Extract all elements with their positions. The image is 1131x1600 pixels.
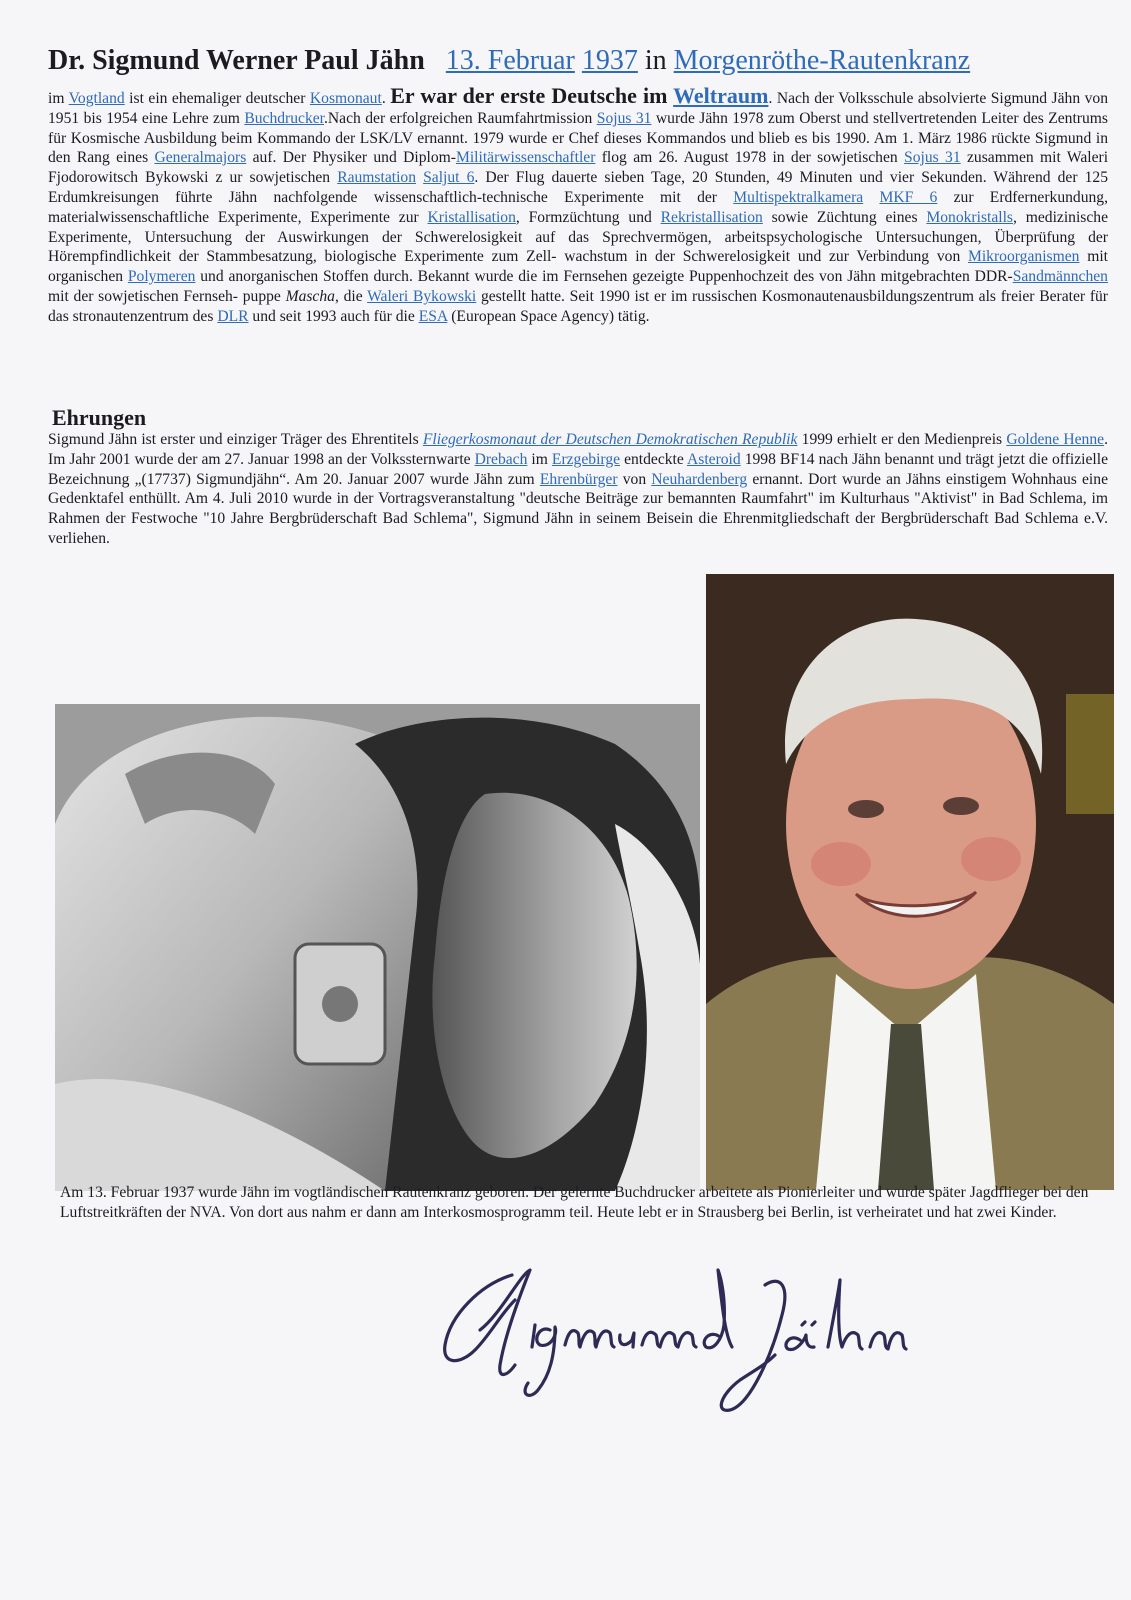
bio-text: . bbox=[381, 90, 391, 107]
link-mkf-6[interactable]: MKF 6 bbox=[879, 188, 938, 206]
section-heading-ehrungen: Ehrungen bbox=[52, 405, 147, 430]
link-ehrenbuerger[interactable]: Ehrenbürger bbox=[539, 470, 618, 488]
person-name: Dr. Sigmund Werner Paul Jähn bbox=[48, 45, 425, 76]
mascha-italic: Mascha bbox=[285, 287, 335, 305]
link-drebach[interactable]: Drebach bbox=[474, 450, 528, 468]
bio-text: , medizinische Experimente, Untersuchung der Auswirkungen der Schwerelosigkeit auf das Sprechvermögen, arbeitspsychologische Untersuchungen, Überprüfung der Hörempfindlichkeit der Stammbesatzung, biologische Experimente zum Zell- wachstum in der Schwerelosigkeit und zur Verbindung von bbox=[48, 208, 1108, 266]
bio-text: , die bbox=[334, 287, 368, 305]
honors-text: . Im Jahr 2001 wurde der am 27. Januar 1998 an der Volkssternwarte bbox=[48, 431, 1108, 468]
in-word: in bbox=[644, 45, 667, 76]
link-fliegerkosmonaut[interactable]: Fliegerkosmonaut der Deutschen Demokratischen Republik bbox=[422, 431, 798, 448]
birthplace-link[interactable]: Morgenröthe-Rautenkranz bbox=[673, 45, 971, 76]
bio-text: ist ein ehemaliger deutscher bbox=[124, 90, 310, 107]
portrait-photo bbox=[706, 574, 1114, 1190]
bio-text: . Der Flug dauerte sieben Tage, 20 Stunden, 49 Minuten und vier Sekunden. Während der 125 Erdumkreisungen führte Jähn nachfolgende wissenschaftlich-technische Experimente mit der bbox=[48, 169, 1108, 206]
bio-text: . Nach der Volksschule absolvierte Sigmund Jähn von 1951 bis 1954 eine Lehre zum bbox=[48, 90, 1109, 127]
honors-text: ernannt. Dort wurde an Jähns einstigem Wohnhaus eine Gedenktafel enthüllt. Am 4. Juli 2010 wurde in der Vortragsveranstaltung "deutsche Beiträge zur bemannten Raumfahrt" im Kulturhaus "Aktivist" in Bad Schlema, im Rahmen der Festwoche "10 Jahre Bergbrüderschaft Bad Schlema", Sigmund Jähn in seinem Beisein die Ehrenmitgliedschaft der Bergbrüderschaft Bad Schlema e.V. verliehen. bbox=[48, 470, 1108, 547]
bio-text: im bbox=[48, 90, 69, 107]
link-multispektralkamera[interactable]: Multispektralkamera bbox=[733, 188, 864, 206]
signature-text bbox=[980, 1255, 981, 1256]
honors-text: von bbox=[617, 470, 652, 488]
honors-text: Sigmund Jähn ist erster und einziger Träger des Ehrentitels bbox=[48, 431, 423, 448]
biography-paragraph bbox=[48, 83, 1109, 327]
link-asteroid[interactable]: Asteroid bbox=[686, 450, 741, 468]
bio-text: (European Space Agency) tätig. bbox=[447, 307, 650, 325]
link-generalmajors[interactable]: Generalmajors bbox=[154, 149, 247, 167]
link-monokristalls[interactable]: Monokristalls bbox=[926, 208, 1013, 226]
link-kosmonaut[interactable]: Kosmonaut bbox=[309, 90, 382, 107]
honors-text: im bbox=[527, 450, 552, 468]
highlight-sentence: Er war der erste Deutsche im bbox=[390, 83, 674, 108]
link-erzgebirge[interactable]: Erzgebirge bbox=[551, 450, 621, 468]
bio-text: mit der sowjetischen Fernseh- puppe bbox=[48, 287, 286, 305]
birth-date-link[interactable]: 13. Februar bbox=[445, 45, 575, 76]
link-goldene-henne[interactable]: Goldene Henne bbox=[1006, 431, 1105, 448]
bio-text: sowie Züchtung eines bbox=[762, 208, 927, 226]
bio-text: zur Erdfernerkundung, materialwissenschaftliche Experimente, Experimente zur bbox=[48, 188, 1109, 226]
link-buchdrucker[interactable]: Buchdrucker bbox=[244, 109, 325, 127]
link-sojus-31-second[interactable]: Sojus 31 bbox=[904, 149, 961, 167]
link-militaerwissenschaftler[interactable]: Militärwissenschaftler bbox=[455, 149, 596, 167]
bio-text: zusammen mit Waleri Fjodorowitsch Bykowski z ur sowjetischen bbox=[48, 149, 1109, 187]
honors-text: 1999 erhielt er den Medienpreis bbox=[797, 431, 1007, 448]
helmet-photo bbox=[55, 704, 700, 1191]
honors-text: entdeckte bbox=[620, 450, 687, 468]
bio-text: wurde Jähn 1978 zum Oberst und stellvertretenden Leiter des Zentrums für Kosmische Ausbildung beim Kommando der LSK/LV ernannt. 1979 wurde er Chef dieses Kommandos und blieb es bis 1990. Am 1. März 1986 rückte Sigmund in den Rang eines bbox=[48, 109, 1108, 167]
honors-text: 1998 BF14 nach Jähn benannt und trägt jetzt die offizielle Bezeichnung „(17737) Sigmundjähn“. Am 20. Januar 2007 wurde Jähn zum bbox=[48, 450, 1108, 488]
link-waleri-bykowski[interactable]: Waleri Bykowski bbox=[367, 287, 477, 305]
bio-text: gestellt hatte. Seit 1990 ist er im russischen Kosmonautenausbildungszentrum als freier Berater für das stronautenzentrum des bbox=[48, 287, 1109, 325]
portrait-photo-drawing bbox=[706, 574, 1114, 1190]
photo-caption: Am 13. Februar 1937 wurde Jähn im vogtländischen Rautenkranz geboren. Der gelernte Buchdrucker arbeitete als Pionierleiter und wurde später Jagdflieger bei den Luftstreitkräften der NVA. Von dort aus nahm er dann am Interkosmosprogramm teil. Heute lebt er in Strausberg bei Berlin, ist verheiratet und hat zwei Kinder. bbox=[60, 1184, 1089, 1221]
link-esa[interactable]: ESA bbox=[418, 307, 448, 325]
bio-text: und anorganischen Stoffen durch. Bekannt wurde die im Fernsehen gezeigte Puppenhochzeit des von Jähn mitgebrachten DDR- bbox=[195, 268, 1013, 286]
link-vogtland[interactable]: Vogtland bbox=[68, 90, 125, 107]
link-dlr[interactable]: DLR bbox=[217, 307, 249, 325]
link-weltraum[interactable]: Weltraum bbox=[673, 83, 769, 108]
link-rekristallisation[interactable]: Rekristallisation bbox=[660, 208, 763, 226]
link-kristallisation[interactable]: Kristallisation bbox=[427, 208, 516, 226]
bio-text bbox=[863, 189, 879, 206]
link-polymeren[interactable]: Polymeren bbox=[127, 268, 196, 286]
helmet-photo-drawing bbox=[55, 704, 700, 1191]
signature-drawing bbox=[420, 1255, 980, 1415]
bio-text: auf. Der Physiker und Diplom- bbox=[246, 149, 456, 167]
bio-text: , Formzüchtung und bbox=[515, 208, 661, 226]
link-sandmaennchen[interactable]: Sandmännchen bbox=[1012, 268, 1108, 286]
link-neuhardenberg[interactable]: Neuhardenberg bbox=[651, 470, 748, 488]
link-saljut-6[interactable]: Saljut 6 bbox=[423, 169, 475, 187]
link-raumstation[interactable]: Raumstation bbox=[337, 169, 417, 187]
handwritten-signature bbox=[420, 1255, 980, 1415]
bio-text: und seit 1993 auch für die bbox=[248, 307, 419, 325]
birth-year-link[interactable]: 1937 bbox=[581, 45, 638, 76]
honors-paragraph bbox=[48, 430, 1108, 549]
bio-text: .Nach der erfolgreichen Raumfahrtmission bbox=[324, 109, 597, 127]
link-mikroorganismen[interactable]: Mikroorganismen bbox=[967, 248, 1080, 266]
link-sojus-31[interactable]: Sojus 31 bbox=[596, 109, 652, 127]
bio-text: flog am 26. August 1978 in der sowjetischen bbox=[595, 149, 905, 167]
title-line bbox=[48, 44, 1108, 78]
bio-text: mit organischen bbox=[48, 248, 1108, 286]
